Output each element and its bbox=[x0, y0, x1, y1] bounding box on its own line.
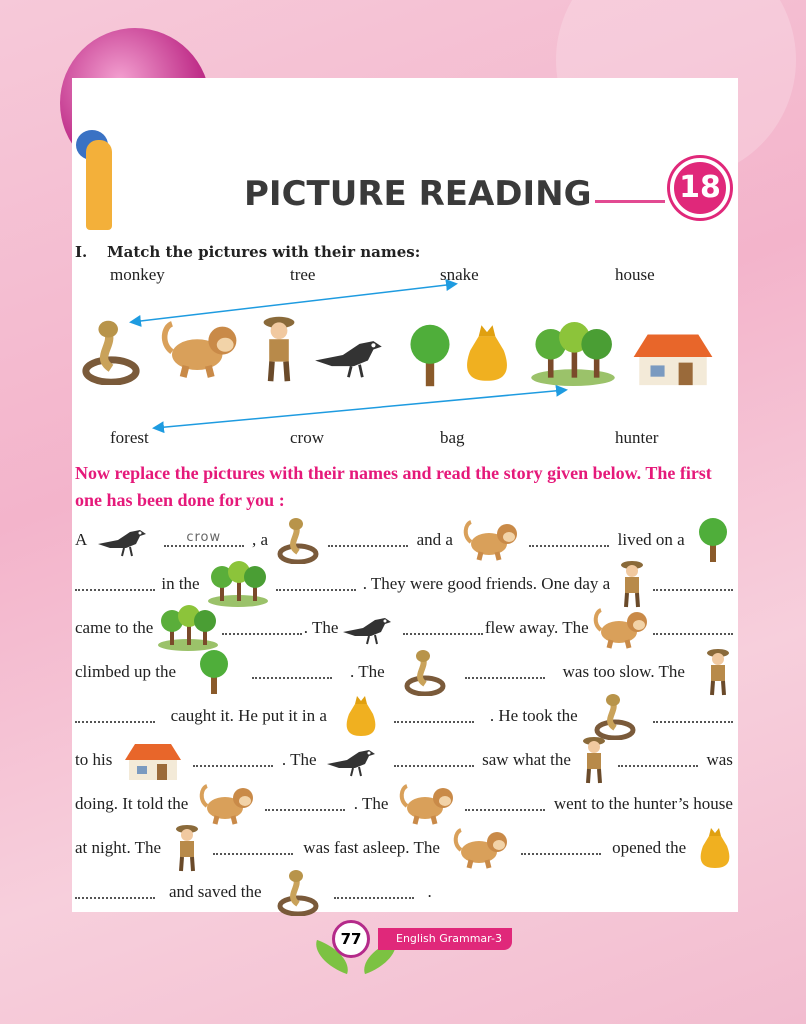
page-number: 77 bbox=[332, 920, 370, 958]
story-text: was bbox=[706, 750, 733, 769]
answer-blank[interactable] bbox=[403, 621, 483, 635]
story-text: and saved the bbox=[169, 882, 262, 901]
label-snake: snake bbox=[440, 265, 479, 284]
story-text: caught it. He put it in a bbox=[170, 706, 327, 725]
label-bag: bag bbox=[440, 428, 465, 447]
story-text: went to the hunter’s house bbox=[553, 794, 733, 813]
bag-picture bbox=[697, 826, 733, 870]
chapter-badge: 18 bbox=[670, 158, 730, 218]
answer-blank[interactable] bbox=[252, 665, 332, 679]
answer-blank[interactable] bbox=[465, 797, 545, 811]
monkey-picture bbox=[461, 518, 521, 562]
story-text: saw what the bbox=[482, 750, 571, 769]
answer-blank[interactable] bbox=[653, 709, 733, 723]
story-line bbox=[75, 518, 733, 562]
answer-blank[interactable] bbox=[529, 533, 609, 547]
forest-picture bbox=[156, 605, 220, 651]
story-line bbox=[75, 826, 733, 870]
crow-picture bbox=[325, 742, 385, 778]
book-title: English Grammar-3 bbox=[378, 928, 512, 950]
story-line bbox=[75, 606, 733, 650]
answer-blank[interactable] bbox=[75, 709, 155, 723]
answer-blank[interactable] bbox=[75, 577, 155, 591]
label-monkey: monkey bbox=[110, 265, 165, 284]
story-text: doing. It told the bbox=[75, 794, 189, 813]
story-text: was too slow. The bbox=[562, 662, 685, 681]
label-crow: crow bbox=[290, 428, 324, 447]
section-number: I. bbox=[75, 243, 88, 261]
hunter-picture bbox=[617, 559, 647, 609]
story-line bbox=[75, 738, 733, 782]
answer-blank[interactable] bbox=[394, 709, 474, 723]
answer-blank[interactable] bbox=[164, 530, 244, 547]
hunter-picture bbox=[703, 647, 733, 697]
story-text: opened the bbox=[612, 838, 687, 857]
snake-picture bbox=[276, 516, 320, 564]
arrow-snake bbox=[132, 284, 455, 322]
story-text: climbed up the bbox=[75, 662, 177, 681]
answer-blank[interactable] bbox=[222, 621, 302, 635]
answer-blank[interactable] bbox=[394, 753, 474, 767]
monkey-picture bbox=[197, 782, 257, 826]
story-text: in the bbox=[161, 574, 200, 593]
story-line bbox=[75, 650, 733, 694]
snake-picture bbox=[276, 868, 320, 916]
hunter-picture bbox=[172, 823, 202, 873]
label-house: house bbox=[615, 265, 655, 284]
story-text: at night. The bbox=[75, 838, 162, 857]
story-text: . The bbox=[303, 618, 339, 637]
answer-blank[interactable] bbox=[75, 885, 155, 899]
story-text: . The bbox=[281, 750, 317, 769]
snake-picture bbox=[403, 648, 447, 696]
story-text: flew away. The bbox=[484, 618, 589, 637]
answer-blank[interactable] bbox=[521, 841, 601, 855]
story-text: lived on a bbox=[617, 530, 685, 549]
answer-text: crow bbox=[186, 530, 222, 545]
story-text: . bbox=[427, 882, 432, 901]
story-text: and a bbox=[416, 530, 453, 549]
monkey-picture bbox=[591, 606, 651, 650]
story-line bbox=[75, 562, 733, 606]
tree-picture bbox=[693, 516, 733, 564]
story-text: A bbox=[75, 530, 88, 549]
snake-picture bbox=[593, 692, 637, 740]
answer-blank[interactable] bbox=[465, 665, 545, 679]
monkey-picture bbox=[451, 826, 511, 870]
label-tree: tree bbox=[290, 265, 316, 284]
answer-blank[interactable] bbox=[276, 577, 356, 591]
story-text: , a bbox=[251, 530, 268, 549]
story-text: . The bbox=[353, 794, 389, 813]
crow-picture bbox=[341, 610, 401, 646]
bag-picture bbox=[343, 694, 379, 738]
story-text: . They were good friends. One day a bbox=[362, 574, 611, 593]
answer-blank[interactable] bbox=[328, 533, 408, 547]
story-text: . He took the bbox=[489, 706, 578, 725]
hunter-picture bbox=[579, 735, 609, 785]
answer-blank[interactable] bbox=[618, 753, 698, 767]
story-text: to his bbox=[75, 750, 113, 769]
answer-blank[interactable] bbox=[265, 797, 345, 811]
answer-blank[interactable] bbox=[653, 621, 733, 635]
story-line bbox=[75, 782, 733, 826]
story-line bbox=[75, 694, 733, 738]
house-picture bbox=[121, 738, 185, 782]
label-hunter: hunter bbox=[615, 428, 659, 447]
story-text: . The bbox=[350, 662, 385, 681]
page-title: PICTURE READING bbox=[244, 174, 592, 214]
instruction-text: Now replace the pictures with their names and read the story given below. The first one has been done for you : bbox=[75, 463, 712, 510]
section-heading-text: Match the pictures with their names: bbox=[107, 243, 421, 261]
story-text: was fast asleep. The bbox=[303, 838, 440, 857]
answer-blank[interactable] bbox=[334, 885, 414, 899]
answer-blank[interactable] bbox=[213, 841, 293, 855]
story-text: came to the bbox=[75, 618, 154, 637]
crow-picture bbox=[96, 522, 156, 558]
tree-picture bbox=[194, 648, 234, 696]
forest-picture bbox=[206, 561, 270, 607]
story-paragraph bbox=[75, 518, 733, 914]
monkey-picture bbox=[397, 782, 457, 826]
arrow-forest bbox=[155, 390, 565, 428]
answer-blank[interactable] bbox=[193, 753, 273, 767]
label-forest: forest bbox=[110, 428, 149, 447]
story-line bbox=[75, 870, 733, 914]
answer-blank[interactable] bbox=[653, 577, 733, 591]
